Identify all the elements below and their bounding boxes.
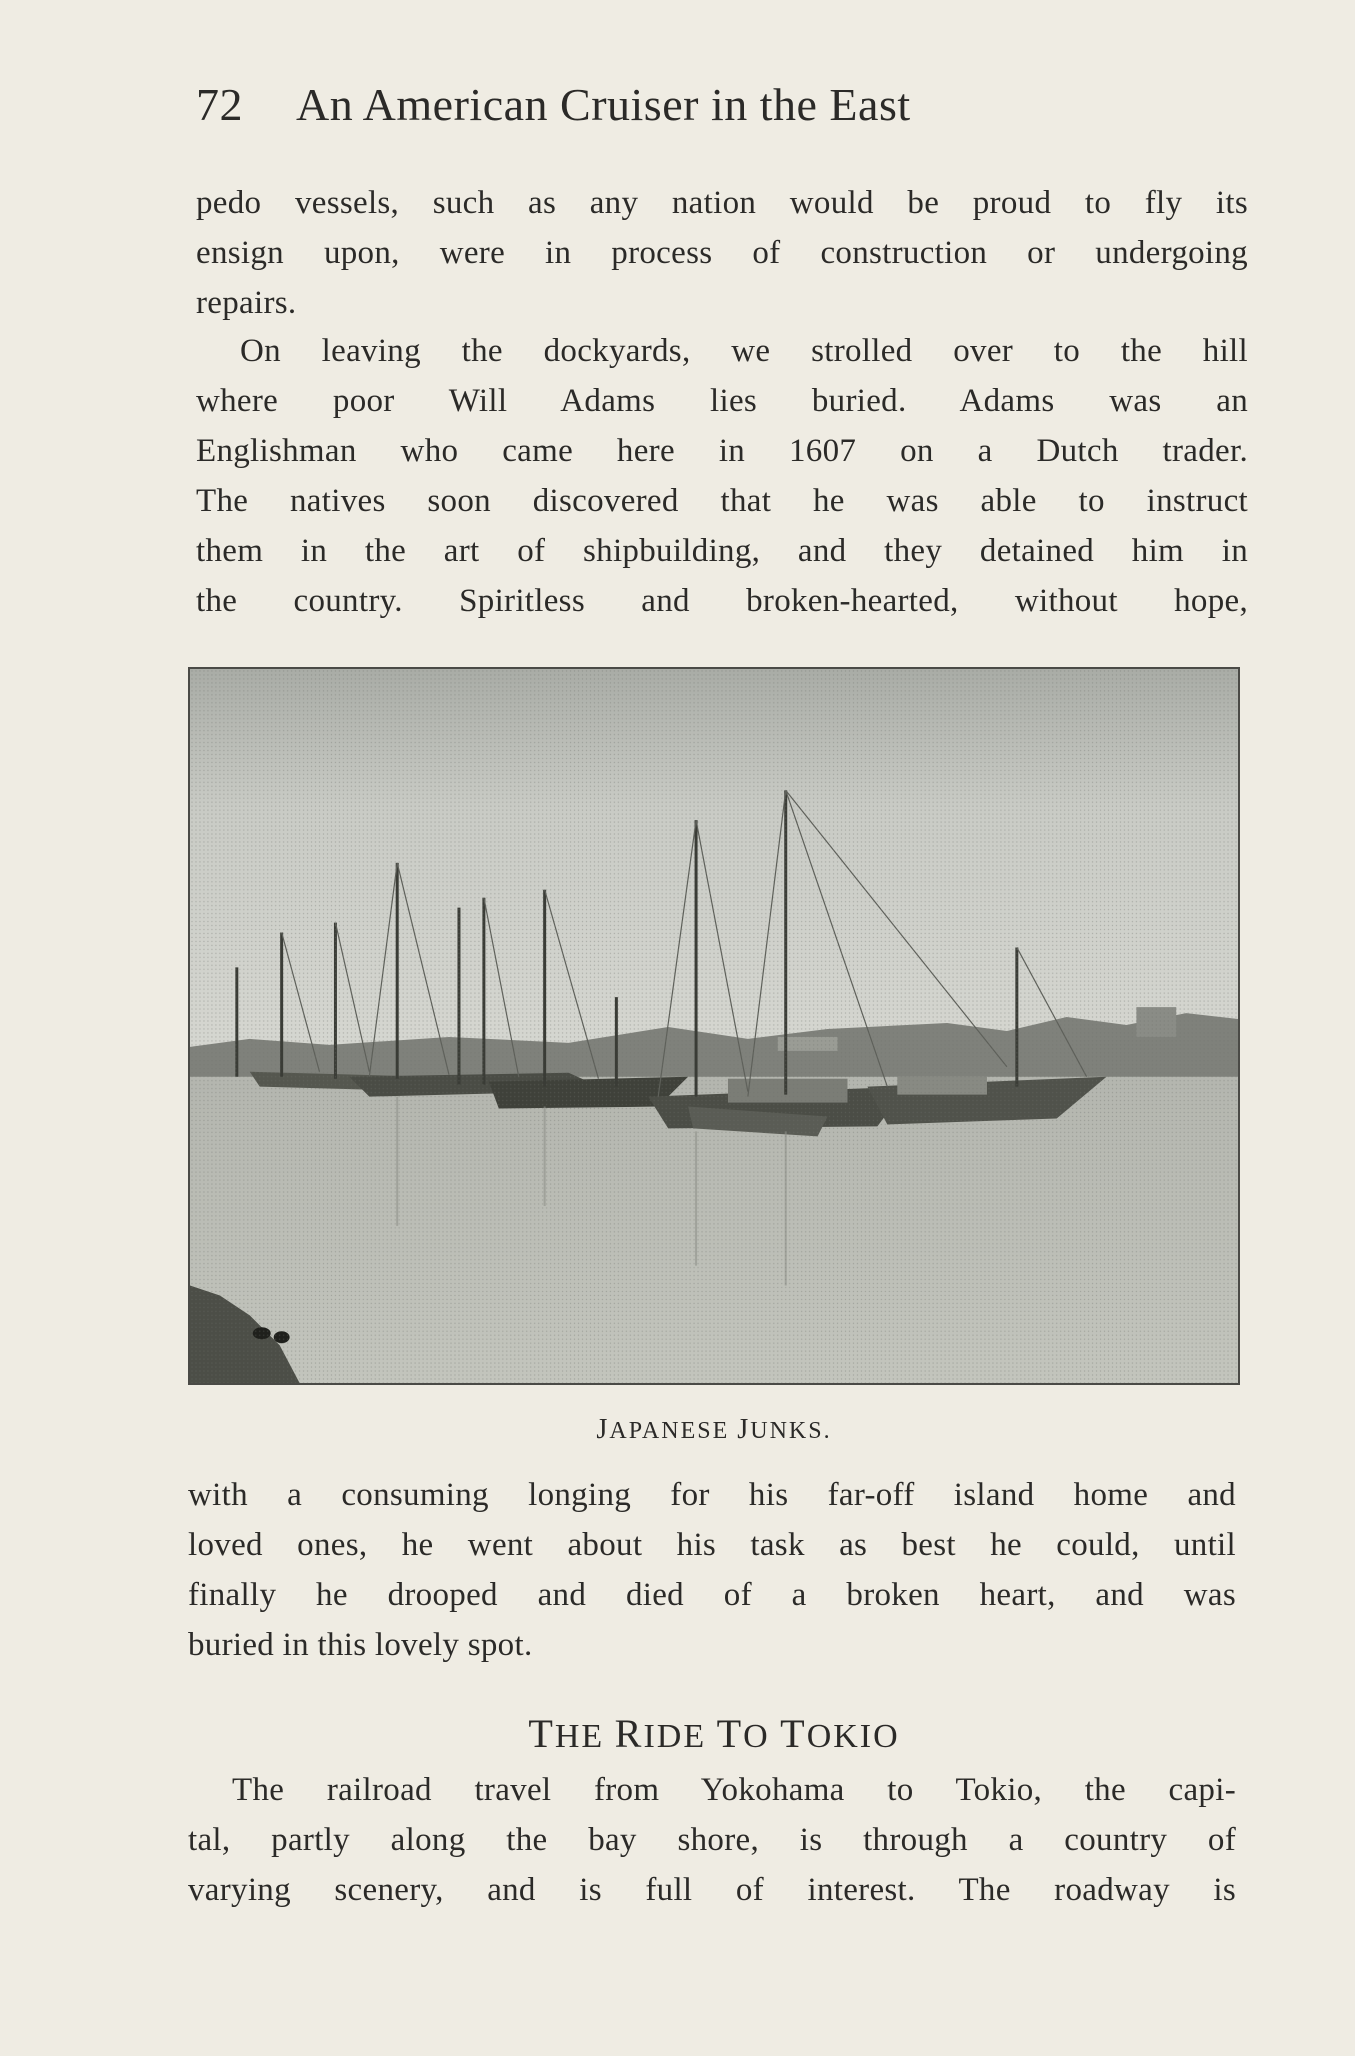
text-line: repairs. (196, 285, 297, 321)
paragraph-will-adams (196, 326, 1248, 626)
paragraph-continued-after-figure (188, 1470, 1236, 1670)
photograph-japanese-junks (188, 667, 1240, 1385)
text-line: varying scenery, and is full of interest. The roadway is (188, 1872, 1236, 1908)
text-line: pedo vessels, such as any nation would be proud to fly its (196, 185, 1248, 221)
junks-photo-illustration (190, 669, 1238, 1383)
text-line: the country. Spiritless and broken-hearted, without hope, (196, 583, 1248, 619)
text-line: finally he drooped and died of a broken heart, and was (188, 1577, 1236, 1613)
running-header (196, 78, 1136, 131)
section-heading (188, 1710, 1240, 1757)
section-heading-text: THE RIDE TO TOKIO (528, 1711, 900, 1756)
text-line: them in the art of shipbuilding, and they detained him in (196, 533, 1248, 569)
running-title: An American Cruiser in the East (296, 79, 911, 130)
text-line: loved ones, he went about his task as best he could, until (188, 1527, 1236, 1563)
text-line: with a consuming longing for his far-off island home and (188, 1477, 1236, 1513)
page-number: 72 (196, 79, 243, 130)
figure-caption (188, 1414, 1240, 1446)
text-line: tal, partly along the bay shore, is through a country of (188, 1822, 1236, 1858)
text-line: The railroad travel from Yokohama to Tokio, the capi- (232, 1772, 1236, 1808)
text-line: On leaving the dockyards, we strolled over to the hill (240, 333, 1248, 369)
text-line: where poor Will Adams lies buried. Adams was an (196, 383, 1248, 419)
text-line: The natives soon discovered that he was able to instruct (196, 483, 1248, 519)
text-line: Englishman who came here in 1607 on a Dutch trader. (196, 433, 1248, 469)
caption-text: JAPANESE JUNKS. (596, 1414, 832, 1445)
text-line: ensign upon, were in process of construction or undergoing (196, 235, 1248, 271)
paragraph-ride-to-tokio (188, 1765, 1236, 1915)
text-line: buried in this lovely spot. (188, 1627, 533, 1663)
paragraph-continued (196, 178, 1248, 328)
